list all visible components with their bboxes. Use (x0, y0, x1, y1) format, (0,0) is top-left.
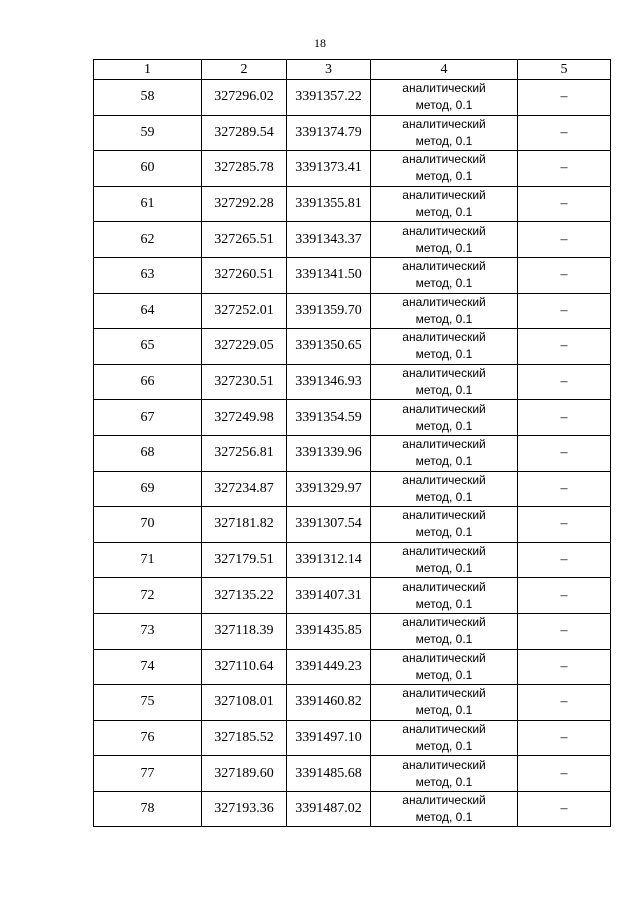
y-coordinate-cell: 3391354.59 (287, 400, 371, 436)
y-coordinate-cell: 3391374.79 (287, 115, 371, 151)
x-coordinate-cell: 327252.01 (202, 293, 287, 329)
x-coordinate-cell: 327234.87 (202, 471, 287, 507)
method-cell (371, 257, 518, 293)
dash-cell: – (518, 435, 611, 471)
method-cell (371, 685, 518, 721)
method-line-1: аналитический (402, 650, 486, 665)
method-cell (371, 578, 518, 614)
method-line-2: метод, 0.1 (415, 169, 473, 184)
table-row (94, 364, 611, 400)
table-body (94, 80, 611, 827)
point-number-cell: 75 (94, 685, 202, 721)
method-line-1: аналитический (402, 757, 486, 772)
method-line-1: аналитический (402, 223, 486, 238)
method-cell (371, 791, 518, 827)
table-row (94, 80, 611, 116)
table-row (94, 791, 611, 827)
method-cell (371, 613, 518, 649)
y-coordinate-cell: 3391350.65 (287, 329, 371, 365)
method-cell (371, 222, 518, 258)
y-coordinate-cell: 3391355.81 (287, 186, 371, 222)
method-line-2: метод, 0.1 (415, 525, 473, 540)
table-row (94, 756, 611, 792)
point-number-cell: 60 (94, 151, 202, 187)
table-row (94, 649, 611, 685)
point-number-cell: 67 (94, 400, 202, 436)
column-header-4: 4 (371, 60, 518, 80)
method-cell (371, 115, 518, 151)
page-number: 18 (314, 36, 326, 50)
y-coordinate-cell: 3391341.50 (287, 257, 371, 293)
table-row (94, 329, 611, 365)
method-cell (371, 720, 518, 756)
method-cell (371, 649, 518, 685)
y-coordinate-cell: 3391339.96 (287, 435, 371, 471)
column-header-3: 3 (287, 60, 371, 80)
x-coordinate-cell: 327229.05 (202, 329, 287, 365)
point-number-cell: 70 (94, 507, 202, 543)
dash-cell: – (518, 257, 611, 293)
method-line-1: аналитический (402, 116, 486, 131)
x-coordinate-cell: 327256.81 (202, 435, 287, 471)
method-cell (371, 542, 518, 578)
point-number-cell: 77 (94, 756, 202, 792)
point-number-cell: 72 (94, 578, 202, 614)
y-coordinate-cell: 3391460.82 (287, 685, 371, 721)
method-line-1: аналитический (402, 330, 486, 345)
point-number-cell: 71 (94, 542, 202, 578)
point-number-cell: 62 (94, 222, 202, 258)
x-coordinate-cell: 327265.51 (202, 222, 287, 258)
point-number-cell: 69 (94, 471, 202, 507)
dash-cell: – (518, 685, 611, 721)
x-coordinate-cell: 327135.22 (202, 578, 287, 614)
dash-cell: – (518, 471, 611, 507)
header-row (94, 60, 611, 80)
dash-cell: – (518, 756, 611, 792)
x-coordinate-cell: 327230.51 (202, 364, 287, 400)
method-line-2: метод, 0.1 (415, 240, 473, 255)
y-coordinate-cell: 3391329.97 (287, 471, 371, 507)
dash-cell: – (518, 115, 611, 151)
table-row (94, 222, 611, 258)
column-header-2: 2 (202, 60, 287, 80)
method-cell (371, 756, 518, 792)
y-coordinate-cell: 3391487.02 (287, 791, 371, 827)
method-line-1: аналитический (402, 472, 486, 487)
method-line-1: аналитический (402, 294, 486, 309)
y-coordinate-cell: 3391407.31 (287, 578, 371, 614)
dash-cell: – (518, 364, 611, 400)
method-line-1: аналитический (402, 721, 486, 736)
method-line-1: аналитический (402, 259, 486, 274)
method-line-2: метод, 0.1 (415, 276, 473, 291)
x-coordinate-cell: 327110.64 (202, 649, 287, 685)
method-cell (371, 471, 518, 507)
y-coordinate-cell: 3391497.10 (287, 720, 371, 756)
y-coordinate-cell: 3391359.70 (287, 293, 371, 329)
method-line-1: аналитический (402, 793, 486, 808)
method-line-2: метод, 0.1 (415, 667, 473, 682)
x-coordinate-cell: 327108.01 (202, 685, 287, 721)
method-line-1: аналитический (402, 579, 486, 594)
method-line-2: метод, 0.1 (415, 561, 473, 576)
method-line-2: метод, 0.1 (415, 774, 473, 789)
method-cell (371, 507, 518, 543)
dash-cell: – (518, 151, 611, 187)
point-number-cell: 78 (94, 791, 202, 827)
table-row (94, 435, 611, 471)
dash-cell: – (518, 293, 611, 329)
dash-cell: – (518, 649, 611, 685)
dash-cell: – (518, 720, 611, 756)
method-cell (371, 151, 518, 187)
method-cell (371, 364, 518, 400)
point-number-cell: 66 (94, 364, 202, 400)
x-coordinate-cell: 327260.51 (202, 257, 287, 293)
method-line-2: метод, 0.1 (415, 133, 473, 148)
dash-cell: – (518, 613, 611, 649)
point-number-cell: 58 (94, 80, 202, 116)
dash-cell: – (518, 507, 611, 543)
table-row (94, 471, 611, 507)
method-cell (371, 186, 518, 222)
point-number-cell: 64 (94, 293, 202, 329)
method-cell (371, 293, 518, 329)
table-row (94, 257, 611, 293)
point-number-cell: 61 (94, 186, 202, 222)
table-row (94, 186, 611, 222)
x-coordinate-cell: 327296.02 (202, 80, 287, 116)
method-line-1: аналитический (402, 437, 486, 452)
table-row (94, 115, 611, 151)
point-number-cell: 76 (94, 720, 202, 756)
method-line-1: аналитический (402, 544, 486, 559)
dash-cell: – (518, 80, 611, 116)
method-line-2: метод, 0.1 (415, 489, 473, 504)
method-line-1: аналитический (402, 686, 486, 701)
column-header-5: 5 (518, 60, 611, 80)
table-row (94, 542, 611, 578)
table-row (94, 151, 611, 187)
y-coordinate-cell: 3391449.23 (287, 649, 371, 685)
method-line-2: метод, 0.1 (415, 98, 473, 113)
method-line-2: метод, 0.1 (415, 205, 473, 220)
method-line-1: аналитический (402, 188, 486, 203)
table-row (94, 578, 611, 614)
method-line-2: метод, 0.1 (415, 383, 473, 398)
x-coordinate-cell: 327179.51 (202, 542, 287, 578)
x-coordinate-cell: 327285.78 (202, 151, 287, 187)
method-line-1: аналитический (402, 81, 486, 96)
method-line-1: аналитический (402, 615, 486, 630)
dash-cell: – (518, 578, 611, 614)
method-line-2: метод, 0.1 (415, 810, 473, 825)
x-coordinate-cell: 327249.98 (202, 400, 287, 436)
method-line-2: метод, 0.1 (415, 596, 473, 611)
table-row (94, 720, 611, 756)
dash-cell: – (518, 329, 611, 365)
y-coordinate-cell: 3391373.41 (287, 151, 371, 187)
point-number-cell: 63 (94, 257, 202, 293)
method-line-2: метод, 0.1 (415, 418, 473, 433)
x-coordinate-cell: 327185.52 (202, 720, 287, 756)
table-row (94, 293, 611, 329)
method-line-1: аналитический (402, 152, 486, 167)
table-row (94, 685, 611, 721)
x-coordinate-cell: 327118.39 (202, 613, 287, 649)
method-line-1: аналитический (402, 401, 486, 416)
dash-cell: – (518, 791, 611, 827)
dash-cell: – (518, 186, 611, 222)
y-coordinate-cell: 3391357.22 (287, 80, 371, 116)
method-line-2: метод, 0.1 (415, 311, 473, 326)
method-line-2: метод, 0.1 (415, 632, 473, 647)
method-cell (371, 400, 518, 436)
method-line-2: метод, 0.1 (415, 703, 473, 718)
point-number-cell: 73 (94, 613, 202, 649)
table-row (94, 400, 611, 436)
coordinates-table (93, 59, 611, 827)
x-coordinate-cell: 327181.82 (202, 507, 287, 543)
method-line-1: аналитический (402, 508, 486, 523)
method-cell (371, 435, 518, 471)
column-header-1: 1 (94, 60, 202, 80)
y-coordinate-cell: 3391307.54 (287, 507, 371, 543)
point-number-cell: 59 (94, 115, 202, 151)
x-coordinate-cell: 327193.36 (202, 791, 287, 827)
y-coordinate-cell: 3391312.14 (287, 542, 371, 578)
point-number-cell: 65 (94, 329, 202, 365)
table-row (94, 507, 611, 543)
y-coordinate-cell: 3391343.37 (287, 222, 371, 258)
x-coordinate-cell: 327289.54 (202, 115, 287, 151)
method-line-2: метод, 0.1 (415, 454, 473, 469)
dash-cell: – (518, 222, 611, 258)
y-coordinate-cell: 3391346.93 (287, 364, 371, 400)
method-cell (371, 80, 518, 116)
dash-cell: – (518, 542, 611, 578)
method-line-2: метод, 0.1 (415, 738, 473, 753)
x-coordinate-cell: 327189.60 (202, 756, 287, 792)
point-number-cell: 74 (94, 649, 202, 685)
method-cell (371, 329, 518, 365)
dash-cell: – (518, 400, 611, 436)
table-row (94, 613, 611, 649)
y-coordinate-cell: 3391435.85 (287, 613, 371, 649)
method-line-1: аналитический (402, 366, 486, 381)
x-coordinate-cell: 327292.28 (202, 186, 287, 222)
point-number-cell: 68 (94, 435, 202, 471)
method-line-2: метод, 0.1 (415, 347, 473, 362)
y-coordinate-cell: 3391485.68 (287, 756, 371, 792)
